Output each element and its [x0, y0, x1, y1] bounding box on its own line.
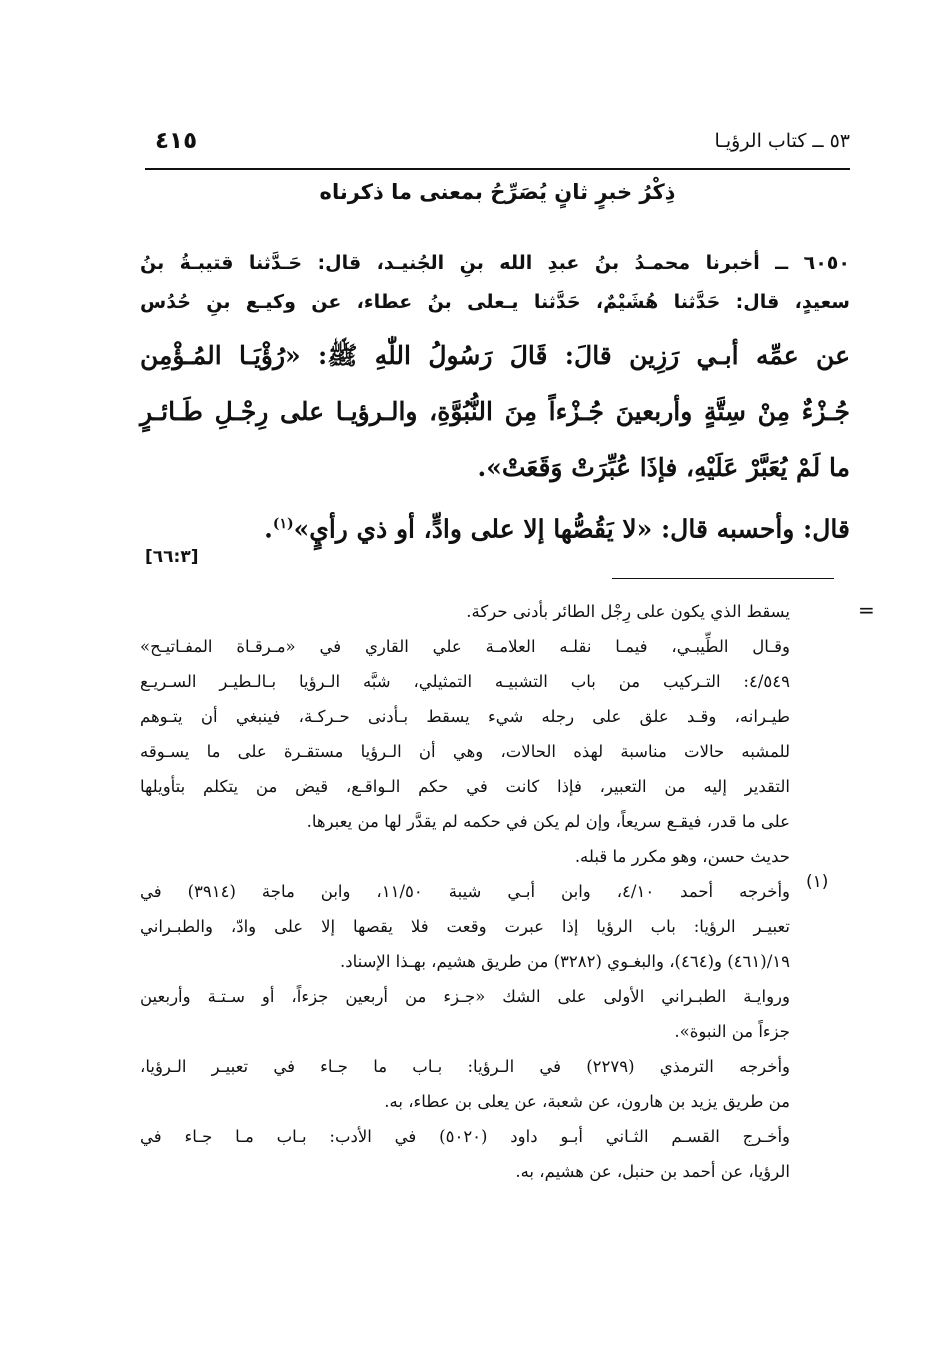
hadith-line-text: قال: وأحسبه قال: «لا يَقُصُّها إلا على وادٍّ، أو ذي رأيٍ» [293, 514, 850, 544]
footnotes [140, 594, 790, 1189]
footnote-separator [612, 578, 834, 579]
footnote-line: وأخرجه أحمد ٤/١٠، وابن أبـي شيبة ١١/٥٠، وابن ماجة (٣٩١٤) في [140, 882, 791, 901]
page-header [145, 128, 850, 170]
footnote-line: من طريق يزيد بن هارون، عن شعبة، عن يعلى بن عطاء، به. [384, 1092, 790, 1111]
continuation-mark: = [858, 598, 875, 622]
footnote-line: وأخرجه الترمذي (٢٢٧٩) في الـرؤيا: بـاب ما جـاء في تعبيـر الـرؤيا، [140, 1057, 790, 1076]
final-period: . [264, 514, 273, 544]
hadith-line: ما لَمْ يُعَبَّرْ عَلَيْهِ، فإذَا عُبِّرَتْ وَقَعَتْ». [477, 453, 850, 482]
footnote-line: ٤/٥٤٩: التـركيب من باب التشبيـه التمثيلي، شبَّه الـرؤيا بـالـطيـر السـريـع [140, 672, 790, 691]
footnote-line: وقـال الطِّيبـي، فيمـا نقلـه العلامـة علي القاري في «مـرقـاة المفـاتيـح» [140, 637, 790, 656]
page-number: ٤١٥ [155, 128, 198, 154]
footnote-line: للمشبه حالات مناسبة لهذه الحالات، وهي أن الـرؤيا مستقـرة على ما يسـوقه [140, 742, 790, 761]
footnote-line: يسقط الذي يكون على رِجْل الطائر بأدنى حركة. [466, 602, 790, 621]
footnote-line: التقدير إليه من التعبير، فإذا كانت في حكم الـواقـع، قيض من يتكلم بتأويلها [140, 777, 790, 796]
section-title: ذِكْرُ خبرٍ ثانٍ يُصَرِّحُ بمعنى ما ذكرناه [319, 180, 676, 204]
hadith-line: سعيدٍ، قال: حَدَّثنا هُشَيْمٌ، حَدَّثنا يـعلى بنُ عطاء، عن وكيـع بنِ حُدُس [140, 291, 850, 313]
footnote-line: على ما قدر، فيقـع سريعاً، وإن لم يكن في حكمه لم يقدَّر لها من يعبرها. [306, 812, 790, 831]
footnote-line: الرؤيا، عن أحمد بن حنبل، عن هشيم، به. [515, 1162, 790, 1181]
hadith-line: ٦٠٥٠ ــ أخبرنا محمـدُ بنُ عبدِ الله بنِ الجُنيـد، قال: حَـدَّثنا قتيبـةُ بنُ [140, 252, 850, 274]
hadith-line: عن عمِّه أبـي رَزِين قالَ: قَالَ رَسُولُ اللّٰهِ ﷺ: «رُؤْيَـا المُـؤْمِن [140, 341, 850, 370]
footnote-line: ١٩/(٤٦١) و(٤٦٤)، والبغـوي (٣٢٨٢) من طريق هشيم، بهـذا الإسناد. [339, 952, 790, 971]
hadith-line: جُـزْءٌ مِنْ سِتَّةٍ وأربعينَ جُـزْءاً مِنَ النُّبُوَّةِ، والـرؤيـا على رِجْـلِ طَـائـرٍ [140, 397, 850, 426]
footnote-line: وروايـة الطبـراني الأولى على الشك «جـزء من أربعين جزءاً، أو سـتـة وأربعين [140, 987, 790, 1006]
footnote-line: جزءاً من النبوة». [674, 1022, 790, 1041]
footnote-line: طيـرانه، وقـد علق على رجله شيء يسقط بـأدنى حـركـة، فينبغي أن يتـوهم [140, 707, 790, 726]
footnote-marker: (١) [272, 516, 294, 532]
running-head: ٥٣ ــ كتاب الرؤيـا [714, 130, 850, 152]
footnote-line: تعبيـر الرؤيا: باب الرؤيا إذا عبرت وقعت فلا يقصها إلا على وادّ، والطبـراني [140, 917, 790, 936]
footnote-number: (١) [806, 872, 829, 892]
source-reference: [٦٦:٣] [145, 547, 199, 567]
hadith-line-final [140, 496, 850, 557]
footnote-line: حديث حسن، وهو مكرر ما قبله. [574, 847, 790, 866]
footnote-line: وأخـرج القسـم الثـاني أبـو داود (٥٠٢٠) في الأدب: بـاب مـا جـاء في [140, 1127, 790, 1146]
hadith-text [140, 244, 850, 557]
